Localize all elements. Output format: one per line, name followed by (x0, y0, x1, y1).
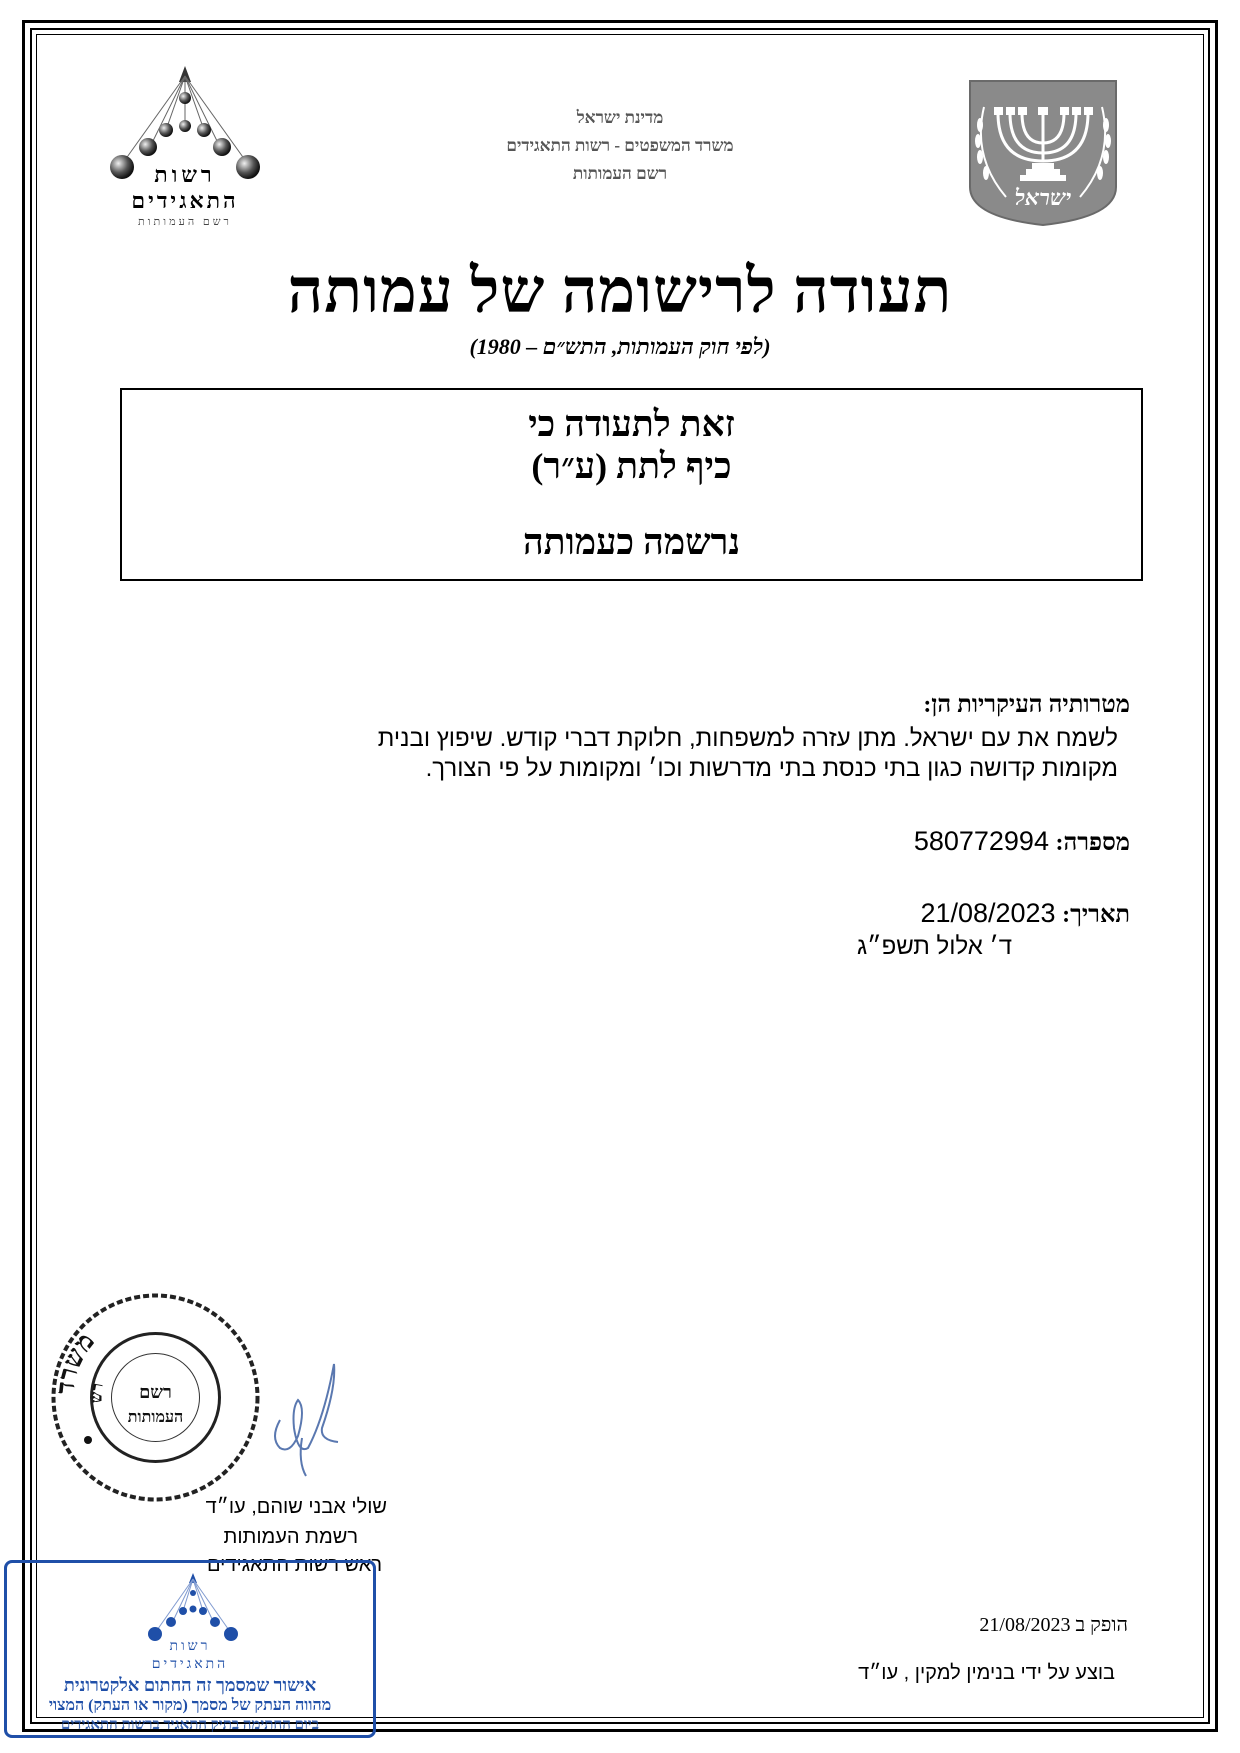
stamp-center-2: העמותות (127, 1409, 184, 1426)
esign-line2: מהווה העתק של מסמך (מקור או העתק) המצוי (48, 1697, 332, 1714)
esign-logo-icon (143, 1571, 243, 1643)
certificate-box (120, 388, 1143, 581)
esign-logo-line2: התאגידים (151, 1657, 229, 1672)
issued-row (979, 1614, 1128, 1637)
ministry-stamp (48, 1290, 263, 1505)
esign-logo-line1: רשות (169, 1639, 211, 1654)
logo-line3: רשם העמותות (138, 216, 232, 228)
issued-label: הופק ב (1075, 1614, 1128, 1636)
registration-number-value: 580772994 (913, 826, 1049, 856)
date-label: תאריך: (1062, 902, 1130, 928)
esign-approval-box (4, 1560, 376, 1738)
header-registrar: רשם העמותות (572, 164, 668, 183)
goals-line1: לשמח את עם ישראל. מתן עזרה למשפחות, חלוקת דברי קודש. שיפוץ ובנית (377, 725, 1118, 752)
goals-line2: מקומות קדושה כגון בתי כנסת בתי מדרשות וכו׳ ומקומות על פי הצורך. (425, 755, 1118, 782)
certificate-subtitle: (לפי חוק העמותות, התש״ם – 1980) (469, 334, 771, 359)
goals-label: מטרותיה העיקריות הן: (923, 692, 1130, 718)
box-line2: כיף לתת (ע״ר) (531, 446, 732, 486)
stamp-center-1: רשם (139, 1382, 172, 1402)
emblem-text: ישראל (1014, 185, 1072, 210)
stamp-seal-icon (48, 1290, 263, 1505)
hebrew-date: ד׳ אלול תשפ״ג (856, 933, 1012, 960)
signatory-name: שולי אבני שוהם, עו״ד (205, 1496, 387, 1518)
header-ministry: משרד המשפטים - רשות התאגידים (506, 136, 734, 155)
stamp-inner-text: רש (88, 1381, 107, 1404)
signature-icon (268, 1358, 358, 1478)
box-line3: נרשמה כעמותה (522, 522, 741, 562)
signatory-role1: רשמת העמותות (223, 1526, 358, 1548)
date-value: 21/08/2023 (920, 898, 1056, 928)
header-state: מדינת ישראל (576, 108, 664, 127)
signatory-role2: ראש רשות התאגידים (207, 1554, 382, 1576)
state-emblem (966, 77, 1120, 227)
registration-number-label: מספרה: (1055, 830, 1130, 856)
stamp-outer-text: משרד (50, 1327, 101, 1396)
registration-number-row (914, 826, 1130, 857)
box-line1: זאת לתעודה כי (528, 404, 735, 444)
logo-line1: רשות (154, 162, 216, 187)
esign-line3: ביום החתימה בתיק התאגיד ברשות התאגידים (60, 1717, 320, 1733)
certificate-title: תעודה לרישומה של עמותה (287, 258, 953, 326)
date-row (920, 898, 1130, 929)
logo-line2: התאגידים (131, 188, 239, 213)
executed-by: בוצע על ידי בנימין למקין , עו״ד (858, 1662, 1115, 1684)
esign-line1: אישור שמסמך זה החתום אלקטרונית (63, 1675, 317, 1695)
issued-value: 21/08/2023 (979, 1614, 1071, 1636)
